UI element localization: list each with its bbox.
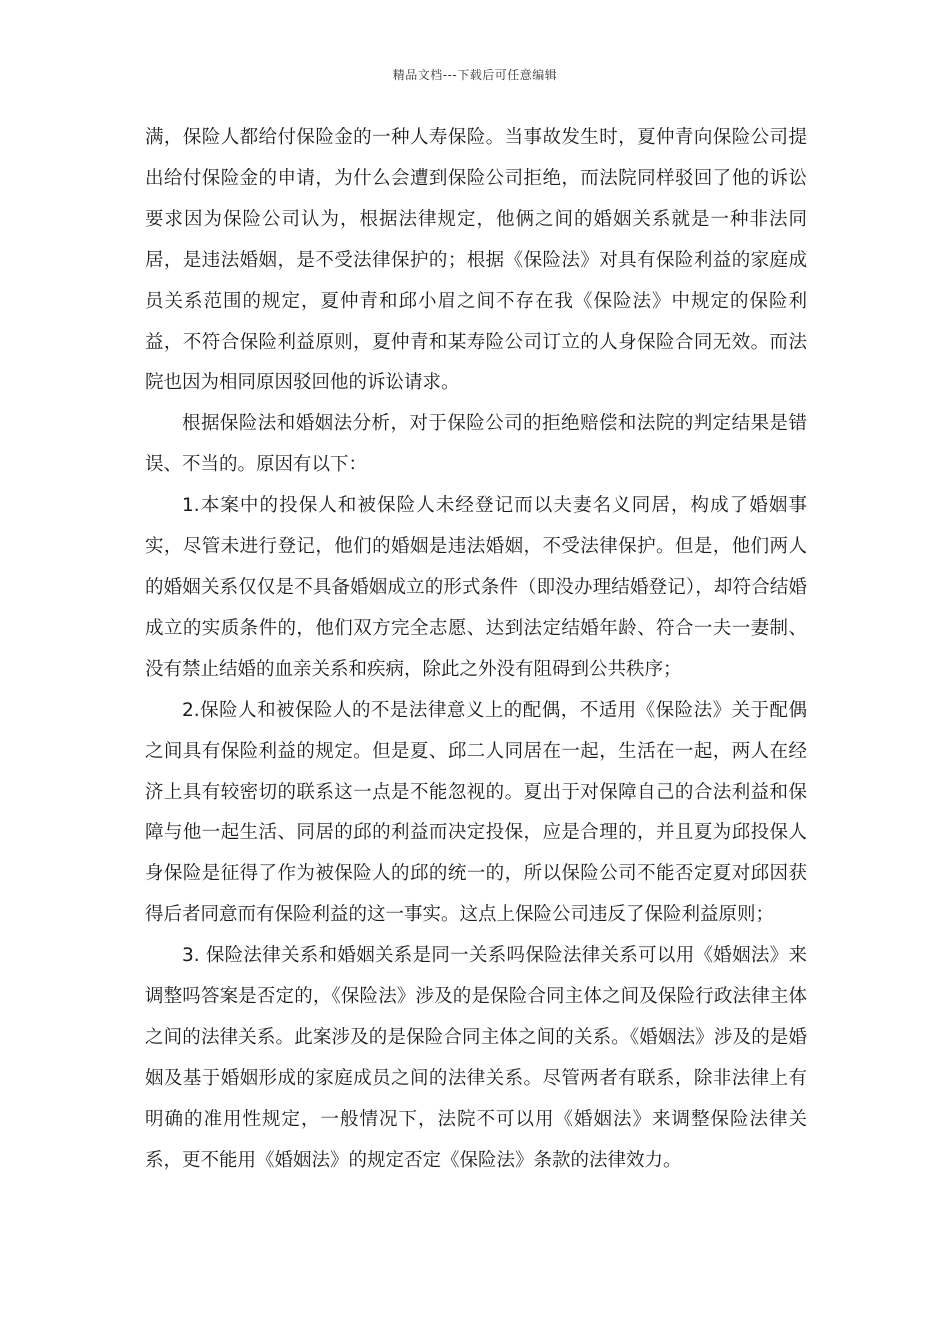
paragraph-analysis-intro: 根据保险法和婚姻法分析，对于保险公司的拒绝赔偿和法院的判定结果是错误、不当的。原因有以下：	[145, 413, 807, 476]
paragraph-reason-1: 1.本案中的投保人和被保险人未经登记而以夫妻名义同居，构成了婚姻事实，尽管未进行登记，他们的婚姻是违法婚姻，不受法律保护。但是，他们两人的婚姻关系仅仅是不具备婚姻成立的形式条件（即没办理结婚登记），却符合结婚成立的实质条件的，他们双方完全志愿、达到法定结婚年龄、符合一夫一妻制、没有禁止结婚的血亲关系和疾病，除此之外没有阻碍到公共秩序；	[145, 495, 807, 680]
document-body	[145, 118, 807, 1182]
page-header: 精品文档---下载后可任意编辑	[392, 68, 558, 82]
paragraph-reason-2: 2.保险人和被保险人的不是法律意义上的配偶，不适用《保险法》关于配偶之间具有保险利益的规定。但是夏、邱二人同居在一起，生活在一起，两人在经济上具有较密切的联系这一点是不能忽视的。夏出于对保障自己的合法利益和保障与他一起生活、同居的邱的利益而决定投保，应是合理的，并且夏为邱投保人身保险是征得了作为被保险人的邱的统一的，所以保险公司不能否定夏对邱因获得后者同意而有保险利益的这一事实。这点上保险公司违反了保险利益原则；	[145, 699, 807, 926]
paragraph-continuation: 满，保险人都给付保险金的一种人寿保险。当事故发生时，夏仲青向保险公司提出给付保险金的申请，为什么会遭到保险公司拒绝，而法院同样驳回了他的诉讼要求因为保险公司认为，根据法律规定，他俩之间的婚姻关系就是一种非法同居，是违法婚姻，是不受法律保护的；根据《保险法》对具有保险利益的家庭成员关系范围的规定，夏仲青和邱小眉之间不存在我《保险法》中规定的保险利益，不符合保险利益原则，夏仲青和某寿险公司订立的人身保险合同无效。而法院也因为相同原因驳回他的诉讼请求。	[145, 127, 807, 394]
paragraph-reason-3: 3. 保险法律关系和婚姻关系是同一关系吗保险法律关系可以用《婚姻法》来调整吗答案是否定的，《保险法》涉及的是保险合同主体之间及保险行政法律主体之间的法律关系。此案涉及的是保险合同主体之间的关系。《婚姻法》涉及的是婚姻及基于婚姻形成的家庭成员之间的法律关系。尽管两者有联系，除非法律上有明确的准用性规定，一般情况下，法院不可以用《婚姻法》来调整保险法律关系，更不能用《婚姻法》的规定否定《保险法》条款的法律效力。	[145, 945, 807, 1171]
